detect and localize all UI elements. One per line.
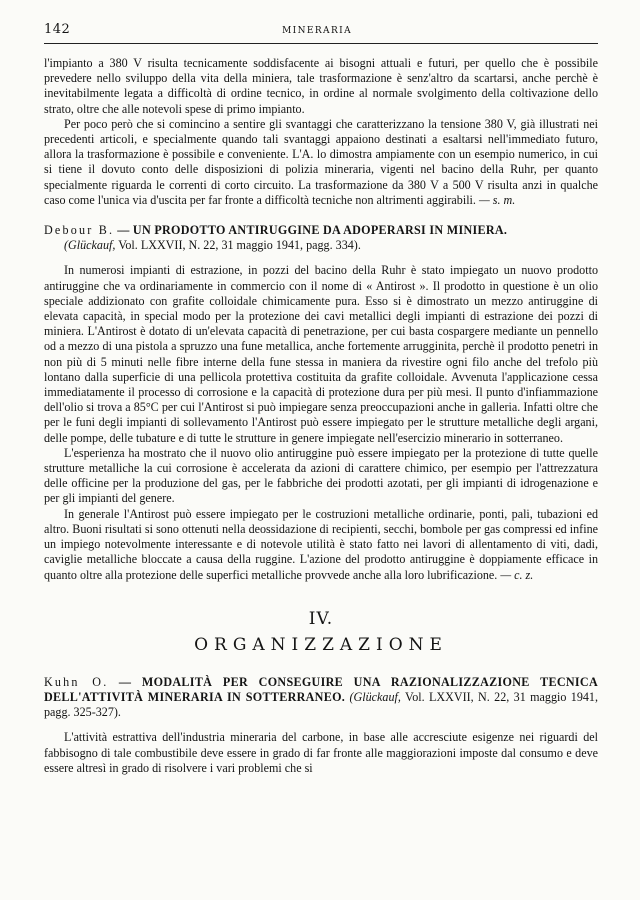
section-number: IV.: [308, 608, 334, 629]
review2-author: Kuhn O.: [44, 674, 109, 689]
running-title: MINERARIA: [282, 26, 352, 36]
running-head: [44, 22, 598, 37]
header-rule: [44, 43, 598, 44]
review2-paragraph-1: L'attività estrattiva dell'industria mineraria del carbone, in base alle accresciute esigenze nei riguardi del fabbisogno di tale combustibile deve essere in grado di far fronte alle maggiorazioni imposte dal consumo e deve essere altresì in grado di risolvere i vari problemi che si: [44, 730, 598, 775]
review1-paragraph-1: In numerosi impianti di estrazione, in pozzi del bacino della Ruhr è stato impiegato un nuovo prodotto antiruggine che va ordinariamente in commercio con il nome di « Antirost ». Il prodotto in questione è un olio speciale addizionato con grafite colloidale chimicamente pura. Esso si è dimostrato un mezzo antiruggine di elevata capacità, in special modo per la protezione dei cavi metallici degli impianti di estrazione dei pozzi di miniera. L'Antirost è dotato di un'elevata capacità di penetrazione, per cui basta cospargere mediante un pennello od a mezzo di una pistola a spruzzo una fune metallica, anche fortemente arrugginita, perchè il prodotto penetri in non più di 5 minuti nelle fibre interne della fune stessa in maniera da rivestire ogni filo anche del trefolo più lontano dalla superficie di una pellicola protettiva costituita da grafite colloidale. Avvenuta l'applicazione cessa immediatamente il processo di corrosione e la capacità di protezione dura per più mesi. Il punto d'infiammazione dell'olio si trova a 85°C per cui l'Antirost si può impiegare senza preoccupazioni anche in galleria. Infatti oltre che per le funi degli impianti di sollevamento l'Antirost può essere impiegato per le strutture metalliche degli argani, delle pompe, delle tubature e di tutte le strutture in genere impiegate nell'esercizio minerario in sotterraneo.: [44, 263, 598, 445]
review1-author: Debour B.: [44, 223, 115, 238]
review1-paragraph-3: [44, 507, 598, 583]
review1-source: (Glückauf,: [64, 238, 116, 253]
review2-source: (Glückauf,: [349, 689, 401, 704]
review1-paragraph-3-text: In generale l'Antirost può essere impiegato per le costruzioni metalliche ordinarie, ponti, pali, tubazioni ed altro. Buoni risultati si sono ottenuti nella deossidazione di recipienti, secchi, bombole per gas compressi ed infine un impiego notevolmente interessante e di notevole utilità è stato fatto nei lavori di allentamento di viti, dadi, caviglie metalliche bloccate a causa della ruggine. L'azione del prodotto antiruggine è doppiamente efficace in quanto oltre alla protezione delle superfici metalliche provvede anche alla loro lubrificazione.: [44, 506, 598, 582]
review1-paragraph-2: L'esperienza ha mostrato che il nuovo olio antiruggine può essere impiegato per la protezione di tutte quelle strutture metalliche la cui corrosione è accelerata da azioni di carattere chimico, per esempio per l'attrezzatura delle officine per la produzione del gas, per le fabbriche dei prodotti azotati, per gli impianti di idrogenazione e per gli impianti del genere.: [44, 445, 598, 506]
review1-citation: Vol. LXXVII, N. 22, 31 maggio 1941, pagg. 334).: [118, 238, 361, 253]
section-title: ORGANIZZAZIONE: [194, 634, 448, 655]
review2-heading: [44, 675, 598, 721]
review1-title: — UN PRODOTTO ANTIRUGGINE DA ADOPERARSI IN MINIERA.: [117, 223, 508, 238]
review1-attribution: — c. z.: [500, 567, 534, 582]
intro-attribution: — s. m.: [478, 192, 516, 207]
review2-title: — MODALITÀ PER CONSEGUIRE UNA RAZIONALIZZAZIONE TECNICA DELL'ATTIVITÀ MINERARIA IN SOTTERRANEO.: [44, 674, 599, 704]
page-number: 142: [44, 22, 71, 37]
intro-paragraph-2-text: Per poco però che si comincino a sentire gli svantaggi che caratterizzano la tensione 380 V, già illustrati nei precedenti articoli, e specialmente quando tali svantaggi appaiono destinati a esaltarsi nell'immediato futuro, allora la trasformazione è possibile e conveniente. L'A. lo dimostra ampiamente con un esempio numerico, in cui si tiene il dovuto conto delle disposizioni di polizia mineraria, vigenti nel bacino della Ruhr, per quanto specialmente riguarda le correnti di corto circuito. La trasformazione da 380 V a 500 V risulta anzi in qualche caso come l'unica via d'uscita per far fronte a difficoltà tecniche non altrimenti aggirabili.: [44, 116, 598, 207]
intro-paragraph-1: l'impianto a 380 V risulta tecnicamente soddisfacente ai bisogni attuali e futuri, per quello che è possibile prevedere nello sviluppo della vita della miniera, tale trasformazione è senz'altro da scartarsi, anche perchè è inevitabilmente legata a difficoltà di ordine tecnico, in ordine al normale svolgimento della coltivazione dello strato, oltre che alle notevoli spese di primo impianto.: [44, 56, 598, 116]
review2-citation: Vol. LXXVII, N. 22, 31 maggio 1941, pagg. 325-327).: [44, 689, 598, 720]
review1-heading: [44, 223, 598, 253]
intro-paragraph-2: [44, 117, 598, 208]
